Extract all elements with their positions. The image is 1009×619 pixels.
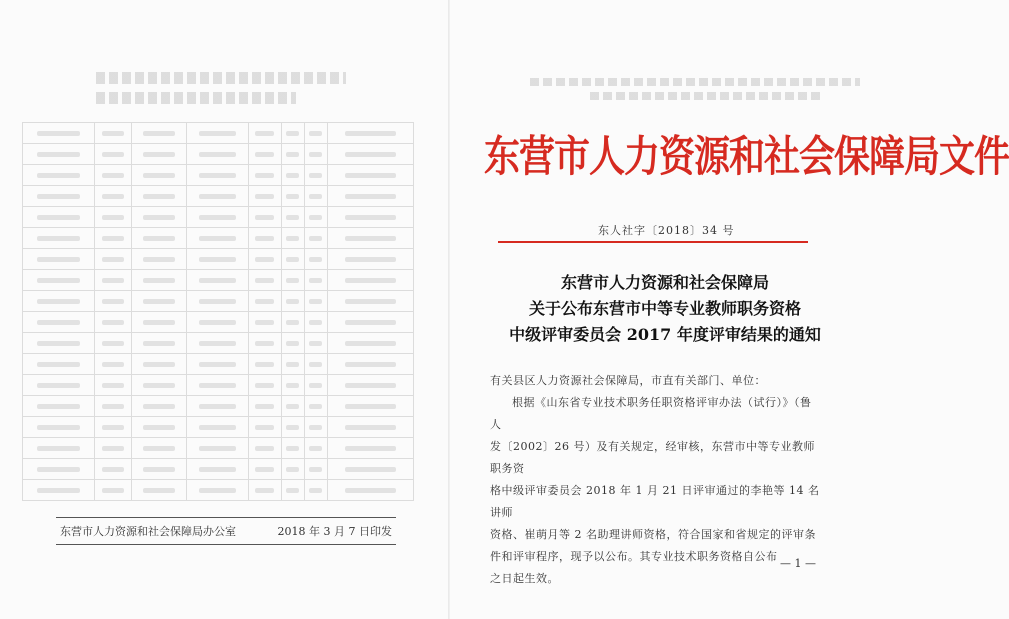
bleed-row bbox=[23, 228, 414, 249]
bleed-row bbox=[23, 333, 414, 354]
bleed-row bbox=[23, 144, 414, 165]
footer-date: 2018 年 3 月 7 日印发 bbox=[277, 525, 392, 538]
red-rule bbox=[498, 241, 808, 243]
body-line: 根据《山东省专业技术职务任职资格评审办法（试行）》（鲁人 bbox=[490, 396, 812, 431]
body-line: 发〔2002〕26 号）及有关规定，经审核，东营市中等专业教师职务资 bbox=[490, 440, 815, 475]
body-line: 之日起生效。 bbox=[490, 572, 559, 585]
title-line: 中级评审委员会 2017 年度评审结果的通知 bbox=[509, 325, 821, 344]
page-number: — 1 — bbox=[780, 557, 816, 570]
footer-office: 东营市人力资源和社会保障局办公室 bbox=[60, 525, 236, 538]
bleed-row bbox=[23, 438, 414, 459]
bleed-through-table bbox=[22, 122, 414, 501]
bleed-row bbox=[23, 123, 414, 144]
document-title bbox=[490, 270, 840, 348]
bleed-through-text bbox=[530, 78, 860, 106]
bleed-row bbox=[23, 165, 414, 186]
body-line: 资格、崔萌月等 2 名助理讲师资格，符合国家和省规定的评审条 bbox=[490, 528, 816, 541]
bleed-row bbox=[23, 186, 414, 207]
bleed-row bbox=[23, 417, 414, 438]
bleed-row bbox=[23, 396, 414, 417]
bleed-row bbox=[23, 480, 414, 501]
salutation: 有关县区人力资源社会保障局，市直有关部门、单位： bbox=[490, 374, 766, 387]
left-footer bbox=[56, 517, 396, 545]
right-page bbox=[450, 0, 1009, 619]
bleed-through-heading bbox=[96, 72, 346, 112]
document-body bbox=[490, 370, 820, 590]
bleed-row bbox=[23, 270, 414, 291]
title-line: 东营市人力资源和社会保障局 bbox=[560, 273, 769, 292]
body-line: 格中级评审委员会 2018 年 1 月 21 日评审通过的李艳等 14 名讲师 bbox=[490, 484, 820, 519]
bleed-row bbox=[23, 291, 414, 312]
bleed-row bbox=[23, 249, 414, 270]
bleed-row bbox=[23, 354, 414, 375]
title-line: 关于公布东营市中等专业教师职务资格 bbox=[528, 299, 801, 318]
left-page bbox=[0, 0, 448, 619]
document-number: 东人社字〔2018〕34 号 bbox=[598, 224, 735, 237]
document-header: 东营市人力资源和社会保障局文件 bbox=[484, 133, 1009, 182]
bleed-row bbox=[23, 207, 414, 228]
bleed-row bbox=[23, 375, 414, 396]
bleed-row bbox=[23, 312, 414, 333]
bleed-row bbox=[23, 459, 414, 480]
body-line: 件和评审程序，现予以公布。其专业技术职务资格自公布 bbox=[490, 550, 778, 563]
